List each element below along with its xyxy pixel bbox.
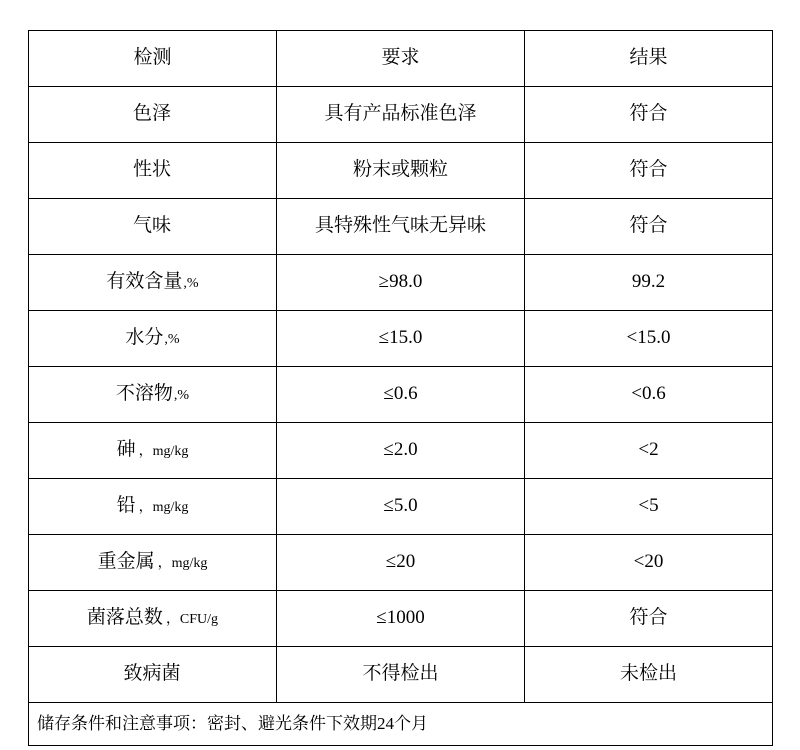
cell-requirement: 具特殊性气味无异味 (277, 199, 525, 255)
column-header-item: 检测 (29, 31, 277, 87)
item-name: 不溶物 (115, 383, 173, 405)
cell-result: <20 (525, 535, 773, 591)
cell-item (29, 591, 277, 647)
item-name: 性状 (132, 159, 171, 181)
table-row (29, 647, 773, 703)
item-name: 砷 (116, 439, 136, 461)
item-name: 菌落总数 (86, 607, 163, 629)
item-name: 水分 (125, 327, 164, 349)
item-name: 重金属 (97, 551, 155, 573)
cell-result: <5 (525, 479, 773, 535)
storage-conditions-note: 储存条件和注意事项：密封、避光条件下效期24个月 (29, 703, 773, 746)
cell-result: 符合 (525, 591, 773, 647)
cell-result: 符合 (525, 199, 773, 255)
cell-requirement: 粉末或颗粒 (277, 143, 525, 199)
table-row (29, 87, 773, 143)
cell-requirement: ≤0.6 (277, 367, 525, 423)
cell-result: 符合 (525, 143, 773, 199)
item-unit: ，mg/kg (157, 556, 208, 572)
item-unit: ，CFU/g (165, 612, 219, 628)
table-row (29, 367, 773, 423)
cell-item (29, 143, 277, 199)
cell-requirement: ≥98.0 (277, 255, 525, 311)
cell-result: 99.2 (525, 255, 773, 311)
cell-item (29, 199, 277, 255)
cell-item (29, 87, 277, 143)
table-footnote-row (29, 703, 773, 746)
table-row (29, 255, 773, 311)
cell-item (29, 423, 277, 479)
table-row (29, 199, 773, 255)
cell-result: 未检出 (525, 647, 773, 703)
cell-result: <0.6 (525, 367, 773, 423)
item-unit: ,% (164, 332, 180, 348)
cell-requirement: ≤5.0 (277, 479, 525, 535)
cell-item (29, 311, 277, 367)
table-header-row (29, 31, 773, 87)
cell-item (29, 255, 277, 311)
table-row (29, 591, 773, 647)
cell-requirement: ≤15.0 (277, 311, 525, 367)
table-row (29, 479, 773, 535)
item-name: 铅 (116, 495, 136, 517)
cell-requirement: 不得检出 (277, 647, 525, 703)
item-name: 色泽 (132, 103, 171, 125)
item-unit: ,% (183, 276, 199, 292)
cell-result: <2 (525, 423, 773, 479)
item-unit: ，mg/kg (138, 500, 189, 516)
column-header-requirement: 要求 (277, 31, 525, 87)
specification-table (28, 30, 773, 746)
cell-requirement: ≤20 (277, 535, 525, 591)
cell-requirement: ≤1000 (277, 591, 525, 647)
table-row (29, 311, 773, 367)
cell-item (29, 367, 277, 423)
column-header-result: 结果 (525, 31, 773, 87)
table-row (29, 535, 773, 591)
cell-result: <15.0 (525, 311, 773, 367)
item-name: 气味 (132, 215, 171, 237)
table-row (29, 423, 773, 479)
item-name: 有效含量 (106, 271, 183, 293)
cell-item (29, 535, 277, 591)
cell-result: 符合 (525, 87, 773, 143)
item-unit: ,% (173, 388, 190, 404)
item-name: 致病菌 (123, 663, 181, 685)
table-row (29, 143, 773, 199)
cell-item (29, 647, 277, 703)
cell-requirement: 具有产品标准色泽 (277, 87, 525, 143)
item-unit: ，mg/kg (138, 444, 189, 460)
cell-item (29, 479, 277, 535)
cell-requirement: ≤2.0 (277, 423, 525, 479)
